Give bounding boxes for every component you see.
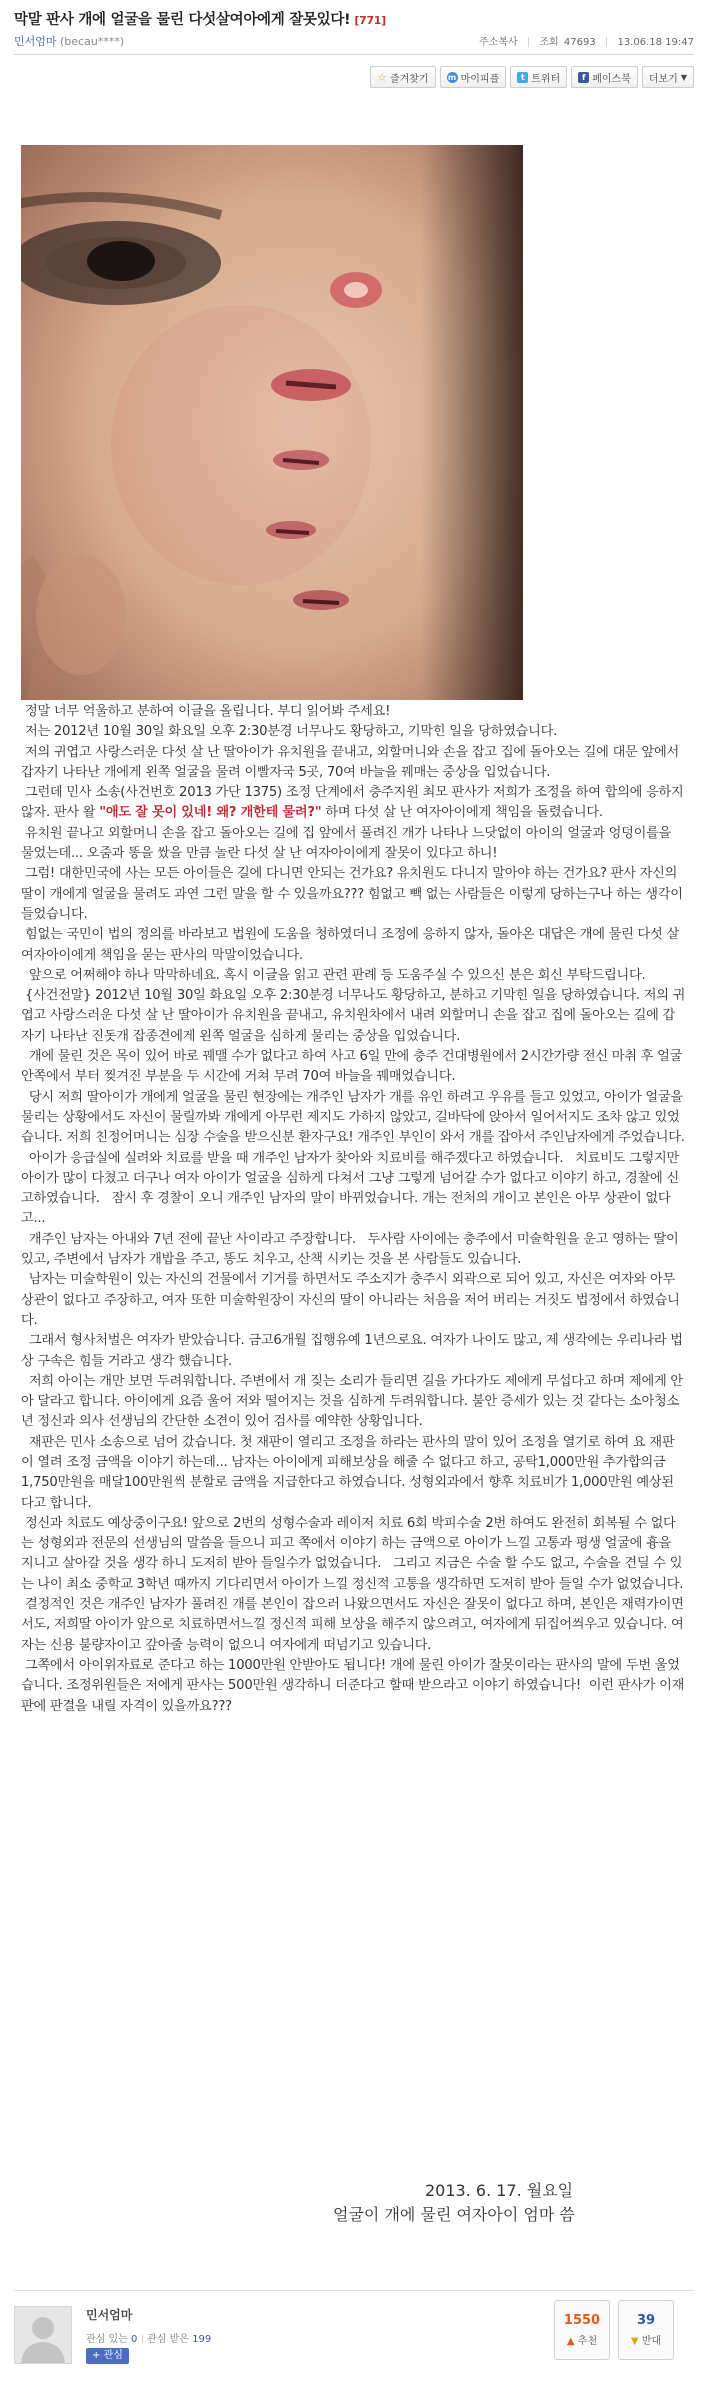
mypeople-button[interactable] xyxy=(440,66,507,88)
body-paragraph-lead: 그런데 민사 소송(사건번호 2013 가단 1375) 조정 단계에서 충주지원 최모 판사가 저희가 조정을 하여 합의에 응하지 않자. 판사 왈 xyxy=(21,785,688,821)
post-title xyxy=(14,8,386,29)
body-paragraph: 힘없는 국민이 법의 정의를 바라보고 법원에 도움을 청하였더니 조정에 응하지 않자, 돌아온 대답은 개에 물린 다섯 살 여자아이에게 책임을 묻는 판사의 막말이었습니다. xyxy=(21,927,683,963)
post-header xyxy=(0,0,708,62)
interest-label: 관심 있는 xyxy=(86,2334,128,2345)
post-photo xyxy=(21,145,523,700)
upvote-label-row xyxy=(555,2332,609,2347)
chevron-down-icon: ▼ xyxy=(680,72,687,82)
body-paragraph: 정신과 치료도 예상중이구요! 앞으로 2번의 성형수술과 레이저 치료 6회 박피수술 2번 하여도 완전히 회복될 수 없다는 성형외과 전문의 선생님의 말씀을 들으니 피고 쪽에서 이야기 하는 금액으로 아이가 느낄 고통과 평생 얼굴에 흉을 지니고 살아갈 것을 생각 하니 도저히 받아 들일수가 없었습니다. 그리고 지금은 수술 할 수도 없고, 수술을 견딜 수 있는 나이 최소 중학교 3학년 때까지 기다리면서 아이가 느낄 정신적 고통을 생각하면 도저히 받아 들일 수가 없었습니다. xyxy=(21,1515,684,1592)
facebook-icon: f xyxy=(578,72,589,83)
views-count: 47693 xyxy=(563,37,596,48)
body-paragraph: 저는 2012년 10월 30일 화요일 오후 2:30분경 너무나도 황당하고, 기막힌 일을 당하였습니다. xyxy=(21,724,558,740)
follow-label: 관심 xyxy=(103,2350,123,2361)
downvote-count: 39 xyxy=(636,2313,656,2328)
user-silhouette-icon xyxy=(15,2307,71,2363)
body-paragraph: 그래서 형사처벌은 여자가 받았습니다. 금고6개월 집행유예 1년으로요. 여자가 나이도 많고, 제 생각에는 우리나라 법상 구속은 힘들 거라고 생각 했습니다. xyxy=(21,1333,683,1369)
post-body xyxy=(21,702,686,1717)
upvote-button[interactable] xyxy=(554,2300,610,2360)
mypeople-label: 마이피플 xyxy=(460,73,500,85)
body-paragraph: 그쪽에서 아이위자료로 준다고 하는 1000만원 안받아도 됩니다! 개에 물린 아이가 잘못이라는 판사의 말에 두번 울었습니다. 조정위원들은 저에게 판사는 500만원 생각하니 더준다고 할때 받으라고 이야기 하였습니다! 이런 판사가 이재판에 판결을 내릴 자격이 있을까요??? xyxy=(21,1657,685,1714)
more-button[interactable] xyxy=(642,66,694,88)
received-label: 관심 받은 xyxy=(147,2334,189,2345)
body-paragraph: 앞으로 어쩌해야 하나 막막하네요. 혹시 이글을 읽고 관련 판례 등 도움주실 수 있으신 분은 회신 부탁드립니다. xyxy=(21,967,646,983)
share-bar xyxy=(370,66,694,86)
follow-button[interactable] xyxy=(86,2348,129,2364)
facebook-label: 페이스북 xyxy=(592,73,631,85)
injury-photo-graphic xyxy=(21,145,523,700)
judge-quote: "애도 잘 못이 있네! 왜? 개한테 물려?" xyxy=(99,805,322,821)
twitter-button[interactable] xyxy=(510,66,567,88)
body-paragraph xyxy=(21,783,686,824)
more-label: 더보기 xyxy=(648,73,678,85)
upvote-label: 추천 xyxy=(577,2336,598,2347)
body-paragraph: 결정적인 것은 개주인 남자가 풀려진 개를 본인이 잡으러 나왔으면서도 자신은 잘못이 없다고 하며, 본인은 재력가이면서도, 저희딸 아이가 앞으로 치료하면서느낄 정신적 피해 보상을 해주지 않으려고, 여자에게 뒤집어씌우고 있습니다. 여자는 신용 불량자이고 갚아줄 능력이 없으니 여자에게 떠넘기고 있습니다. xyxy=(21,1597,684,1653)
body-paragraph: 당시 저희 딸아이가 개에게 얼굴을 물린 현장에는 개주인 남자가 개를 유인 하려고 우유를 들고 있었고, 아이가 얼굴을 물리는 상황에서도 자신이 물릴까봐 개에게 아무런 제지도 가하지 않았고, 길바닥에 앉아서 일어서지도 조차 않고 있었습니다. 저희 친정어머니는 심장 수술을 받으신분 환자구요! 개주인 부인이 와서 개를 잡아서 주인남자에게 주었습니다. xyxy=(21,1089,687,1146)
bookmark-button[interactable] xyxy=(370,66,436,88)
plus-icon: + xyxy=(92,2350,101,2361)
body-paragraph-tail: 하며 다섯 살 난 여자아이에게 책임을 돌렸습니다. xyxy=(325,805,603,821)
header-divider xyxy=(14,54,694,55)
body-paragraph: 재판은 민사 소송으로 넘어 갔습니다. 첫 재판이 열리고 조정을 하라는 판사의 말이 있어 조정을 열기로 하여 요 재판이 열려 조정 금액을 이야기 하는데... 남자는 아이에게 피해보상을 해줄 수 없다고 하고, 공탁1,000만원 추가합의금1,750만원을 매달100만원씩 분할로 금액을 지급한다고 하였습니다. 성형외과에서 향후 치료비가 1,000만원 예상된다고 합니다. xyxy=(21,1434,675,1511)
downvote-label-row xyxy=(619,2332,673,2347)
body-paragraph: 개에 물린 것은 목이 있어 바로 꿰맬 수가 없다고 하여 사고 6일 만에 충주 건대병원에서 2시간가량 전신 마취 후 얼굴 안쪽에서 부터 찢겨진 부분을 두 시간에 거쳐 무려 70여 바늘을 꿰매었습니다. xyxy=(21,1049,687,1085)
body-paragraph: 그럼! 대한민국에 사는 모든 아이들은 길에 다니면 안되는 건가요? 유치원도 다니지 말아야 하는 건가요? 판사 자신의 딸이 개에게 얼굴을 물려도 과연 그런 말을 할 수 있을까요??? 힘없고 빽 없는 사람들은 이렇게 당하는구나 하는 생각이 들었습니다. xyxy=(21,866,687,922)
footer-divider xyxy=(14,2290,694,2291)
interest-count: 0 xyxy=(131,2334,138,2345)
twitter-label: 트위터 xyxy=(531,73,561,85)
post-meta xyxy=(473,33,694,48)
upvote-count: 1550 xyxy=(563,2313,601,2328)
views-label: 조회 xyxy=(539,37,559,48)
meta-divider: | xyxy=(526,37,531,48)
post-date: 13.06.18 19:47 xyxy=(617,37,694,48)
thumbs-up-icon: ▲ xyxy=(566,2336,575,2347)
body-paragraph: 아이가 응급실에 실려와 치료를 받을 때 개주인 남자가 찾아와 치료비를 해주겠다고 하였습니다. 치료비도 그렇지만 아이가 많이 다쳤고 더구나 여자 아이가 얼굴을 심하게 다쳐서 그냥 그렇게 넘어갈 수가 없다고 이야기 하고, 경찰에 신고하였습니다. 잠시 후 경찰이 오니 개주인 남자의 말이 바뀌었습니다. 개는 전처의 개이고 본인은 아무 상관이 없다고... xyxy=(21,1150,683,1227)
avatar[interactable] xyxy=(14,2306,72,2364)
body-paragraph: 유치원 끝나고 외할머니 손을 잡고 돌아오는 길에 집 앞에서 풀려진 개가 나타나 느닷없이 아이의 얼굴과 엉덩이를을 물었는데... 오줌과 똥을 쌌을 만큼 놀란 다섯 살 난 여자아이에게 잘못이 있다고 하니! xyxy=(21,825,676,862)
body-paragraph: 개주인 남자는 아내와 7년 전에 끝난 사이라고 주장합니다. 두사람 사이에는 충주에서 미술학원을 운고 영하는 딸이 있고, 주변에서 남자가 개밥을 주고, 똥도 치우고, 산책 시키는 것을 본 사람들도 있습니다. xyxy=(21,1231,683,1268)
author-line xyxy=(14,33,124,49)
body-paragraph: {사건전말} 2012년 10월 30일 화요일 오후 2:30분경 너무나도 황당하고, 분하고 기막힌 일을 당하였습니다. 저의 귀엽고 사랑스러운 다섯 살 난 딸아이가 유치원을 끝내고, 유치원차에서 내려 외할머니 손을 잡고 집에 돌아오는 길에 갑자기 나타난 진돗개 잡종견에게 왼쪽 얼굴을 심하게 물리는 중상을 입었습니다. xyxy=(21,988,686,1044)
meta-divider: | xyxy=(604,37,609,48)
author-id: (becau****) xyxy=(60,35,125,48)
downvote-button[interactable] xyxy=(618,2300,674,2360)
post-title-text: 막말 판사 개에 얼굴을 물린 다섯살여아에게 잘못있다! xyxy=(14,12,351,28)
profile-stats: 관심 있는 0 | 관심 받은 199 xyxy=(86,2334,212,2345)
mypeople-icon: m xyxy=(447,72,457,82)
downvote-label: 반대 xyxy=(641,2336,662,2347)
facebook-button[interactable] xyxy=(571,66,638,88)
body-paragraph: 정말 너무 억울하고 분하여 이글을 올립니다. 부디 읽어봐 주세요! xyxy=(21,704,391,719)
signature-name: 얼굴이 개에 물린 여자아이 엄마 씀 xyxy=(333,2205,575,2224)
author-profile xyxy=(14,2300,694,2390)
received-count: 199 xyxy=(192,2334,212,2345)
profile-name[interactable]: 민서엄마 xyxy=(86,2308,133,2322)
comment-count[interactable]: [771] xyxy=(354,14,386,27)
signature-date: 2013. 6. 17. 월요일 xyxy=(425,2181,574,2200)
body-paragraph: 남자는 미술학원이 있는 자신의 건물에서 기거를 하면서도 주소지가 충주시 외곽으로 되어 있고, 자신은 여자와 아무 상관이 없다고 주장하고, 여자 또한 미술학원장이 자신의 딸이 아니라는 처음을 저어 버리는 거짓도 법정에서 하였습니다. xyxy=(21,1272,680,1328)
author-name[interactable]: 민서엄마 xyxy=(14,35,57,48)
body-paragraph: 저의 귀엽고 사랑스러운 다섯 살 난 딸아이가 유치원을 끝내고, 외할머니와 손을 잡고 집에 돌아오는 길에 대문 앞에서 갑자기 나타난 개에게 왼쪽 얼굴을 물려 이빨자국 5곳, 70여 바늘을 꿰매는 중상을 입었습니다. xyxy=(21,744,683,780)
address-copy-button[interactable]: 주소복사 xyxy=(479,37,518,48)
thumbs-down-icon: ▼ xyxy=(630,2336,639,2347)
star-icon: ☆ xyxy=(377,70,387,84)
bookmark-label: 즐겨찾기 xyxy=(389,73,429,85)
twitter-icon: t xyxy=(517,72,528,83)
body-paragraph: 저희 아이는 개만 보면 두려워합니다. 주변에서 개 짖는 소리가 들리면 길을 가다가도 제에게 무섭다고 하며 제에게 안아 달라고 합니다. 아이에게 요즘 울어 저와 떨어지는 것을 심하게 두려워합니다. 불안 증세가 있는 것 같다는 소아청소년 정신과 의사 선생님의 간단한 소견이 있어 검사를 예약한 상황입니다. xyxy=(21,1373,683,1430)
